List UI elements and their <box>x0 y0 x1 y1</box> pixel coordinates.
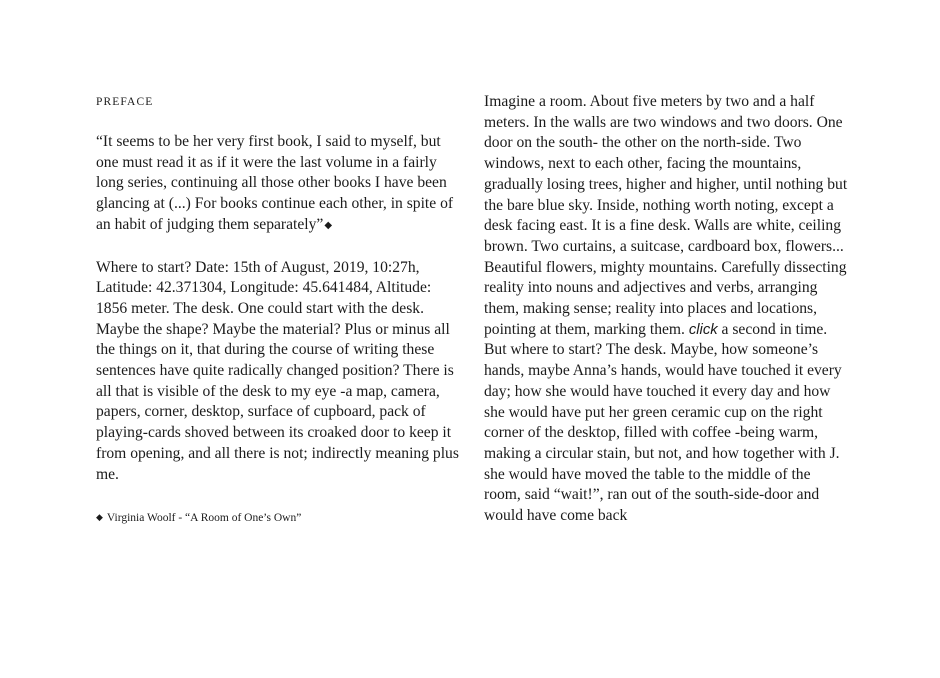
room-paragraph <box>484 92 850 340</box>
quote-text: “It seems to be her very first book, I said to myself, but one must read it as if it were the last volume in a fairly long series, continuing all those other books I have been glancing at (...) For books continue each other, in spite of an habit of judging them separately” <box>96 133 454 233</box>
opening-paragraph: Where to start? Date: 15th of August, 2019, 10:27h, Latitude: 42.371304, Longitude: 45.641484, Altitude: 1856 meter. The desk. One could start with the desk. Maybe the shape? Maybe the material? Plus or minus all the things on it, that during the course of writing these sentences have quite radically changed position? There is all that is visible of the desk to my eye -a map, camera, papers, corner, desktop, surface of cupboard, pack of playing-cards shoved between its croaked door to keep it from opening, and all there is not; indirectly meaning plus me. <box>96 258 459 483</box>
room-paragraph-end: a second in time. <box>721 320 828 338</box>
right-page <box>484 92 850 527</box>
footnote <box>96 511 460 526</box>
epigraph-quote <box>96 132 460 238</box>
footnote-text: Virginia Woolf - “A Room of One’s Own” <box>106 512 302 525</box>
section-heading: PREFACE <box>96 96 154 108</box>
room-paragraph-text: Imagine a room. About five meters by two and a half meters. In the walls are two windows and two doors. One door on the south- the other on the north-side. Two windows, next to each other, facing the mountains, gradually losing trees, higher and higher, until nothing but the bare blue sky. Inside, nothing worth noting, except a desk facing east. It is a fine desk. Walls are white, ceiling brown. Two curtains, a suitcase, cardboard box, flowers... Beautiful flowers, mighty mountains. Carefully dissecting reality into nouns and adjectives and verbs, arranging them, making sense; reality into places and locations, pointing at them, marking them. <box>484 93 848 338</box>
left-page <box>96 94 460 526</box>
footnote-diamond-icon: ◆ <box>96 512 103 523</box>
click-word: click <box>688 321 718 338</box>
desk-paragraph: But where to start? The desk. Maybe, how someone’s hands, maybe Anna’s hands, would have touched it every day; how she would have touched it every day and how she would have put her green ceramic cup on the right corner of the desktop, filled with coffee -being warm, making a circular stain, but not, and how together with J. she would have moved the table to the middle of the room, said “wait!”, ran out of the south-side-door and would have come back <box>484 341 842 525</box>
footnote-marker-icon: ◆ <box>324 219 333 231</box>
